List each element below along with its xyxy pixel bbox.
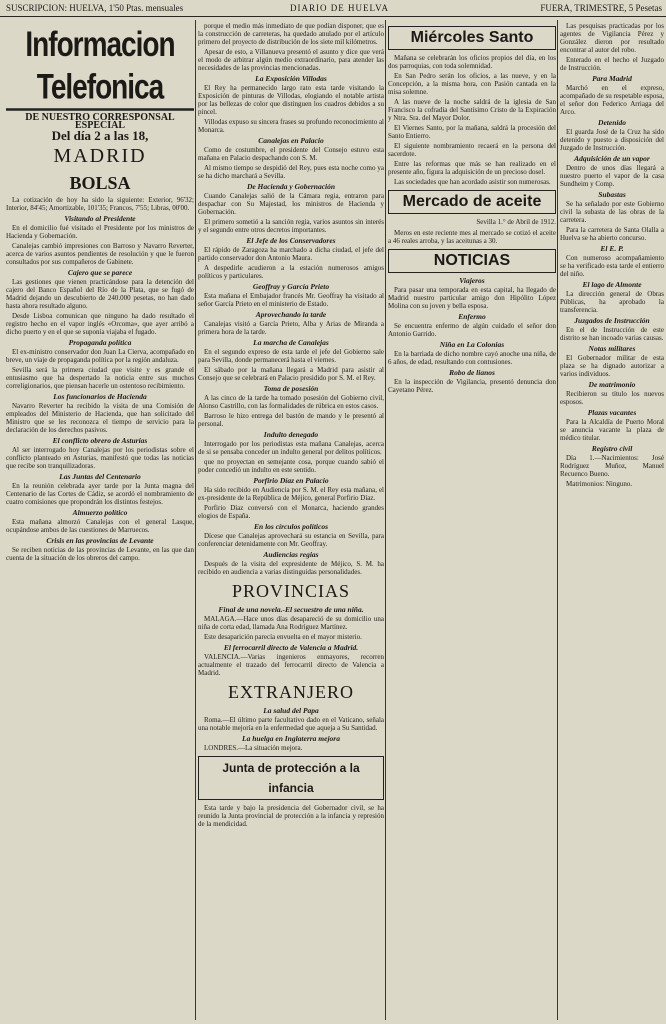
article-heading: La huelga en Inglaterra mejora: [242, 734, 340, 743]
dateline: Sevilla 1.° de Abril de 1912.: [476, 218, 556, 226]
article-paragraph: Para la carretera de Santa Olalla a Huelva se ha abierto concurso.: [560, 226, 664, 242]
article-paragraph: La dirección general de Obras Públicas, ha aprobado la transferencia.: [560, 290, 664, 314]
section-provincias: PROVINCIAS: [231, 581, 351, 601]
article-paragraph: Para la Alcaldía de Puerto Moral se anuncia vacante la plaza de médico titular.: [560, 418, 664, 442]
article-heading: Audiencias regias: [263, 550, 319, 559]
article-heading: Los funcionarios de Hacienda: [53, 392, 147, 401]
section-extranjero: EXTRANJERO: [228, 682, 354, 702]
article-paragraph: porque el medio más inmediato de que podían disponer, que es la construcción de carreteras, ha quedado anulado por el artículo primero del proyecto de distribución de los siete mil kilómetros.: [198, 22, 384, 46]
article-heading: El lago de Almonte: [582, 280, 642, 289]
column-3: [388, 22, 556, 1018]
article-paragraph: Enterado en el hecho el Juzgado de Instrucción.: [560, 56, 664, 72]
article-heading: De matrimonio: [588, 380, 636, 389]
article-paragraph: Mañana se celebrarán los oficios propios del día, en los dos parroquias, con toda solemnidad.: [388, 54, 556, 70]
miercoles-santo-heading: Miércoles Santo: [388, 26, 556, 50]
article-paragraph: En la inspección de Vigilancia, presentó denuncia don Cayetano Pérez.: [388, 378, 556, 394]
article-paragraph: Recibieron su título los nuevos esposos.: [560, 390, 664, 406]
article-paragraph: LONDRES.—La situación mejora.: [204, 744, 303, 752]
article-heading: El ferrocarril directo de Valencia a Madrid.: [223, 643, 359, 652]
article-paragraph: En el de Instrucción de este distrito se han incoado varias causas.: [560, 326, 664, 342]
article-heading: Cajero que se parece: [67, 268, 133, 277]
article-paragraph: Con numeroso acompañamiento se ha verificado esta tarde el entierro del niño.: [560, 254, 664, 278]
article-heading: Almuerzo político: [72, 508, 128, 517]
article-paragraph: Cuando Canalejas salió de la Cámara regia, entraron para despachar con Su Majestad, los ministros de Hacienda y Gobernación.: [198, 192, 384, 216]
article-paragraph: En el domicilio fué visitado el Presidente por los ministros de Hacienda y Gobernación.: [6, 224, 194, 240]
article-heading: Propaganda política: [68, 338, 132, 347]
article-paragraph: Dícese que Canalejas aprovechará su estancia en Sevilla, para conferenciar detenidamente con Mr. Geoffray.: [198, 532, 384, 548]
article-heading: Geoffray y García Prieto: [252, 282, 330, 291]
article-paragraph: Esta mañana almorzó Canalejas con el general Lasque, ocupándose ambos de las cuestiones de Marruecos.: [6, 518, 194, 534]
column-rule: [385, 20, 386, 1020]
article-paragraph: Al mismo tiempo se despidió del Rey, pues esta noche como ya se ha dicho marchará a Sevilla.: [198, 164, 384, 180]
article-heading: Enfermo: [458, 312, 486, 321]
article-paragraph: Las gestiones que vienen practicándose para la detención del cajero del Banco Español del Río de la Plata, que se fugó de Madrid dejando un descubierto de 240.000 pesetas, no han dado hasta ahora resultado alguno.: [6, 278, 194, 310]
article-paragraph: A las cinco de la tarde ha tomado posesión del Gobierno civil, Alonso Castrillo, con las formalidades de rúbrica en estos casos.: [198, 394, 384, 410]
article-paragraph: El sábado por la mañana llegará a Madrid para asistir al Consejo que se celebrará en Palacio presidido por S. M. el Rey.: [198, 366, 384, 382]
article-heading: Aprovechando la tarde: [255, 310, 327, 319]
article-heading: Para Madrid: [592, 74, 632, 83]
column-rule: [557, 20, 558, 1020]
article-paragraph: Canalejas cambió impresiones con Barroso y Navarro Reverter, acerca de varios asuntos pendientes de resolución y que le fueron consultados por sus compañeros de Gabinete.: [6, 242, 194, 266]
column-2: [198, 22, 384, 1018]
subscription-price: SUSCRIPCION: HUELVA, 1'50 Ptas. mensuales: [6, 3, 184, 13]
article-heading: El conflicto obrero de Asturias: [52, 436, 148, 445]
article-paragraph: Desde Lisboa comunican que ninguno ha dado resultado el registro hecho en el vapor inglés «Orcoma», que ayer arribó a dicho puerto y en el que se suponía viajaba el fugado.: [6, 312, 194, 336]
article-paragraph: Navarro Reverter ha recibido la visita de una Comisión de empleados del Ministerio de Hacienda, que han solicitado del Ministro que se les reconozca el tiempo de servicio para la declaración de los derechos pasivos.: [6, 402, 194, 434]
article-heading: Niña en La Colonias: [439, 340, 505, 349]
article-heading: Plazas vacantes: [587, 408, 637, 417]
article-paragraph: Esta mañana el Embajador francés Mr. Geoffray ha visitado al señor García Prieto en el ministerio de Estado.: [198, 292, 384, 308]
article-paragraph: Dentro de unos días llegará a nuestro puerto el vapor de la casa Sundheim y Comp.: [560, 164, 664, 188]
column-1: [6, 22, 194, 1018]
column-4: [560, 22, 664, 1018]
article-paragraph: VALENCIA.—Varias ingenieros enmayores, recorren actualmente el trazado del ferrocarril directo de Valencia a Madrid.: [198, 653, 384, 677]
article-paragraph: Sevilla será la primera ciudad que visite y es grande el entusiasmo que ha despertado la noticia entre sus muchos correligionarios, que piensan hacerle un ostentoso recibimiento.: [6, 366, 194, 390]
article-heading: La marcha de Canalejas: [253, 338, 329, 347]
dateline: Del día 2 a las 18,: [51, 128, 149, 143]
article-paragraph: El ex-ministro conservador don Juan La Cierva, acompañado en breve, un viaje de propaganda política por la región andaluza.: [6, 348, 194, 364]
correspondent-subtitle: DE NUESTRO CORRESPONSAL ESPECIAL: [25, 112, 175, 131]
article-heading: El E. P.: [600, 244, 624, 253]
noticias-heading: NOTICIAS: [388, 249, 556, 273]
article-paragraph: Las sociedades que han acordado asistir son numerosas.: [394, 178, 551, 186]
city-heading: MADRID: [53, 145, 147, 167]
newspaper-name: DIARIO DE HUELVA: [290, 3, 389, 13]
article-paragraph: Canalejas visitó a García Prieto, Alba y Arias de Miranda a primera hora de la tarde.: [198, 320, 384, 336]
article-paragraph: Al ser interrogado hoy Canalejas por los periodistas sobre el conflicto planteado en Asturias, manifestó que todas las noticias que recibe son tranquilizadoras.: [6, 446, 194, 470]
article-heading: Detenido: [598, 118, 626, 127]
article-heading: En los círculos políticos: [254, 522, 328, 531]
article-paragraph: Se ha señalado por este Gobierno civil la subasta de las obras de la carretera.: [560, 200, 664, 224]
article-heading: Adquisición de un vapor: [574, 154, 650, 163]
article-heading: Subastas: [598, 190, 626, 199]
article-paragraph: El Rey ha permanecido largo rato esta tarde visitando la Exposición de pinturas de Villodas, elogiando el notable artista por las bellezas de color que distinguen los cuadros debidos a su pincel.: [198, 84, 384, 116]
bolsa-quotes: La cotización de hoy ha sido la siguiente: Exterior, 96'32; Interior, 84'45; Amortizable, 101'35; Francos, 7'55; Libras, 00'00.: [6, 196, 194, 212]
section-junta-infancia: Junta de protección a la infancia: [198, 756, 384, 800]
article-heading: El Jefe de los Conservadores: [246, 236, 336, 245]
article-paragraph: A despedirle acudieron a la estación numerosos amigos políticos y particulares.: [198, 264, 384, 280]
article-paragraph: El guarda José de la Cruz ha sido detenido y puesto a disposición del Juzgado de Instrucción.: [560, 128, 664, 152]
article-paragraph: Como de costumbre, el presidente del Consejo estuvo esta mañana en Palacio despachando con S. M.: [198, 146, 384, 162]
article-paragraph: Para pasar una temporada en esta capital, ha llegado de Madrid nuestro particular amigo don Hipólito López Molina con su joven y bella esposa.: [388, 286, 556, 310]
article-paragraph: A las nueve de la noche saldrá de la iglesia de San Francisco la cofradía del Santísimo Cristo de la Expiración y Ntra. Sra. del Mayor Dolor.: [388, 98, 556, 122]
article-heading: Viajeros: [459, 276, 485, 285]
article-paragraph: En el segundo expreso de esta tarde el jefe del Gobierno sale para Sevilla, donde permanecerá hasta el viernes.: [198, 348, 384, 364]
main-headline: Informacion Telefonica: [6, 23, 194, 111]
article-paragraph: Después de la visita del expresidente de Méjico, S. M. ha recibido en audiencia a varias distinguidas personalidades.: [198, 560, 384, 576]
article-paragraph: Villodas expuso su sincera frases su profundo reconocimiento al Monarca.: [198, 118, 384, 134]
article-paragraph: que no proyectan en semejante cosa, porque cuando sabió el poder concedió un indulto en este sentido.: [198, 458, 384, 474]
article-paragraph: Interrogado por los periodistas esta mañana Canalejas, acerca de si se pensaba conceder un indulto general por delitos políticos.: [198, 440, 384, 456]
article-paragraph: El rápido de Zaragoza ha marchado a dicha ciudad, el jefe del partido conservador don Antonio Maura.: [198, 246, 384, 262]
article-heading: Robo de lianos: [449, 368, 495, 377]
article-paragraph: Porfirio Díaz conversó con el Monarca, haciendo grandes elogios de España.: [198, 504, 384, 520]
article-heading: Porfirio Díaz en Palacio: [253, 476, 329, 485]
article-paragraph: El Gobernador militar de esta plaza se ha dignado autorizar a varios individuos.: [560, 354, 664, 378]
article-paragraph: Se reciben noticias de las provincias de Levante, en las que dan cuenta de la situación de los obreros del campo.: [6, 546, 194, 562]
article-heading: Crisis en las provincias de Levante: [46, 536, 154, 545]
article-heading: Juzgados de Instrucción: [574, 316, 650, 325]
article-heading: Toma de posesión: [263, 384, 319, 393]
article-heading: Notas militares: [588, 344, 636, 353]
article-heading: Canalejas en Palacio: [258, 136, 324, 145]
article-paragraph: Este desaparición parecía envuelta en el mayor misterio.: [204, 633, 362, 641]
article-paragraph: En San Pedro serán los oficios, a las nueve, y en la Concepción, a la misma hora, con Pasión cantada en la misa solemne.: [388, 72, 556, 96]
article-heading: La salud del Papa: [263, 706, 319, 715]
article-paragraph: Se encuentra enfermo de algún cuidado el señor don Antonio Garrido.: [388, 322, 556, 338]
article-paragraph: MALAGA.—Hace unos días desapareció de su domicilio una niña de corta edad, llamada Ana Rodríguez Martínez.: [198, 615, 384, 631]
article-heading: La Exposición Villodas: [255, 74, 327, 83]
article-heading: Visitando al Presidente: [64, 214, 136, 223]
article-paragraph: Barroso le hizo entrega del bastón de mando y le presentó al personal.: [198, 412, 384, 428]
article-paragraph: Las pesquisas practicadas por los agentes de Vigilancia Pérez y González dieron por resultado encontrar al autor del robo.: [560, 22, 664, 54]
article-paragraph: Apesar de esto, a Villanueva presentó el asunto y dice que verá el modo de arbitrar algún medio extraordinario, para atender las necesidades de las provincias mencionadas.: [198, 48, 384, 72]
article-heading: Final de una novela.-El secuestro de una niña.: [218, 605, 364, 614]
article-paragraph: Matrimonios: Ninguno.: [566, 480, 633, 488]
article-paragraph: El Viernes Santo, por la mañana, saldrá la procesión del Santo Entierro.: [388, 124, 556, 140]
article-heading: Registro civil: [591, 444, 633, 453]
article-paragraph: En la barriada de dicho nombre cayó anoche una niña, de 6 años, de edad, resultando con contusiones.: [388, 350, 556, 366]
mercado-aceite-heading: Mercado de aceite: [388, 190, 556, 214]
column-rule: [195, 20, 196, 1020]
masthead-bar: [0, 0, 666, 17]
article-paragraph: Marchó en el expreso, acompañado de su respetable esposa, el señor don Federico Arriaga del Arco.: [560, 84, 664, 116]
bolsa-heading: BOLSA: [69, 173, 131, 193]
article-heading: Indulto denegado: [263, 430, 319, 439]
quarterly-price: FUERA, TRIMESTRE, 5 Pesetas: [540, 3, 662, 13]
article-heading: Las Juntas del Centenario: [59, 472, 141, 481]
article-paragraph: Día 1.—Nacimientos: José Rodríguez Muñoz, Manuel Recuenco Bueno.: [560, 454, 664, 478]
article-paragraph: Roma.—El último parte facultativo dado en el Vaticano, señala una notable mejoría en la enfermedad que aqueja a Su Santidad.: [198, 716, 384, 732]
article-heading: De Hacienda y Gobernación: [246, 182, 336, 191]
article-paragraph: El siguiente nombramiento recaerá en la persona del sacerdote.: [388, 142, 556, 158]
article-paragraph: Meros en este reciente mes al mercado se cotizó el aceite a 46 reales arroba, y las aceitunas a 30.: [388, 229, 556, 245]
article-paragraph: Ha sido recibido en Audiencia por S. M. el Rey esta mañana, el ex-presidente de la República de Méjico, general Porfirio Díaz.: [198, 486, 384, 502]
article-paragraph: Esta tarde y bajo la presidencia del Gobernador civil, se ha reunido la Junta provincial de protección a la infancia y represión de la mendicidad.: [198, 804, 384, 828]
article-paragraph: En la reunión celebrada ayer tarde por la Junta magna del Centenario de las Cortes de Cádiz, se acordó el nombramiento de cuatro comisiones que propondrán los distintos festejos.: [6, 482, 194, 506]
article-paragraph: El primero sometió a la sanción regia, varios asuntos sin interés y el segundo entre otros decretos importantes.: [198, 218, 384, 234]
article-paragraph: Entre las reformas que más se han realizado en el presente año, figura la adquisición de un precioso dosel.: [388, 160, 556, 176]
